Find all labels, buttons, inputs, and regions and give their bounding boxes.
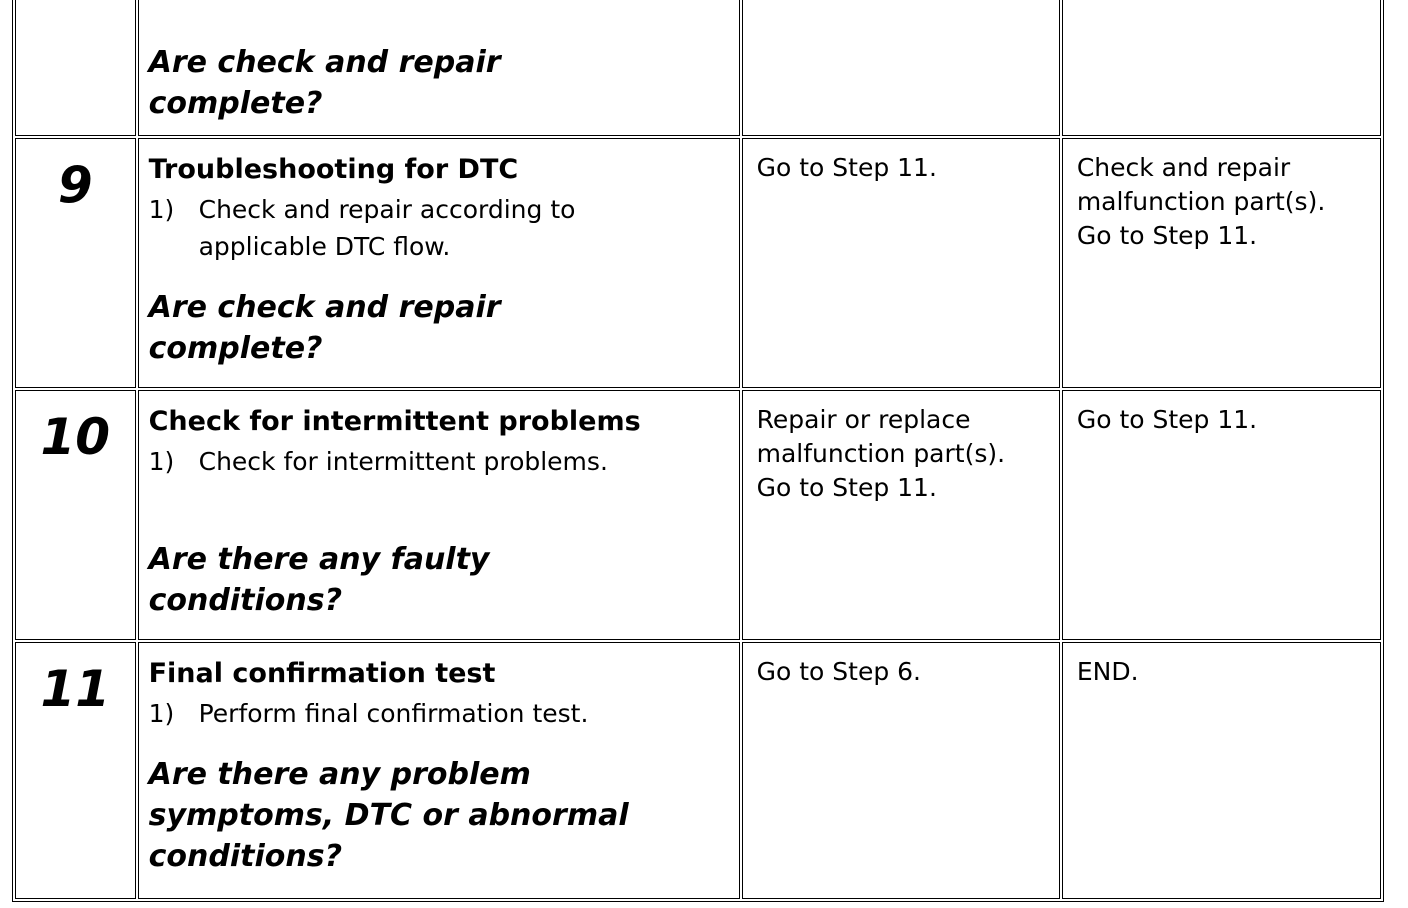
question: Are there any faulty conditions? xyxy=(148,542,490,618)
table-row xyxy=(15,642,1381,899)
description-cell xyxy=(138,138,740,388)
item-number: 1) xyxy=(148,699,175,728)
question: Are check and repair complete? xyxy=(148,45,501,121)
item-text: Check for intermittent problems. xyxy=(198,447,608,476)
item-number: 1) xyxy=(148,447,175,476)
no-cell: Check and repair malfunction part(s). Go to Step 11. xyxy=(1062,138,1381,388)
description-cell xyxy=(138,390,740,640)
no-cell xyxy=(1062,0,1381,136)
step-number: 9 xyxy=(15,138,136,388)
table-row xyxy=(15,0,1381,136)
yes-cell: Go to Step 6. xyxy=(742,642,1060,899)
table-row xyxy=(15,390,1381,640)
description-cell xyxy=(138,642,740,899)
troubleshooting-table xyxy=(12,0,1384,902)
item-text: Check and repair according to applicable DTC flow. xyxy=(198,195,576,261)
step-number: 11 xyxy=(15,642,136,899)
item-text: Perform final confirmation test. xyxy=(198,699,589,728)
yes-cell xyxy=(742,0,1060,136)
yes-cell: Repair or replace malfunction part(s). Go to Step 11. xyxy=(742,390,1060,640)
no-cell: Go to Step 11. xyxy=(1062,390,1381,640)
step-title: Check for intermittent problems xyxy=(148,406,641,437)
no-cell: END. xyxy=(1062,642,1381,899)
step-title: Final confirmation test xyxy=(148,658,496,689)
list-item xyxy=(149,191,729,265)
question: Are there any problem symptoms, DTC or abnormal conditions? xyxy=(148,757,629,874)
question: Are check and repair complete? xyxy=(148,290,501,366)
yes-cell: Go to Step 11. xyxy=(742,138,1060,388)
list-item xyxy=(149,443,729,480)
step-number: 10 xyxy=(15,390,136,640)
step-title: Troubleshooting for DTC xyxy=(148,154,519,185)
step-cell xyxy=(15,0,136,136)
list-item xyxy=(149,695,729,732)
table-row xyxy=(15,138,1381,388)
description-cell xyxy=(138,0,740,136)
item-number: 1) xyxy=(148,195,175,224)
